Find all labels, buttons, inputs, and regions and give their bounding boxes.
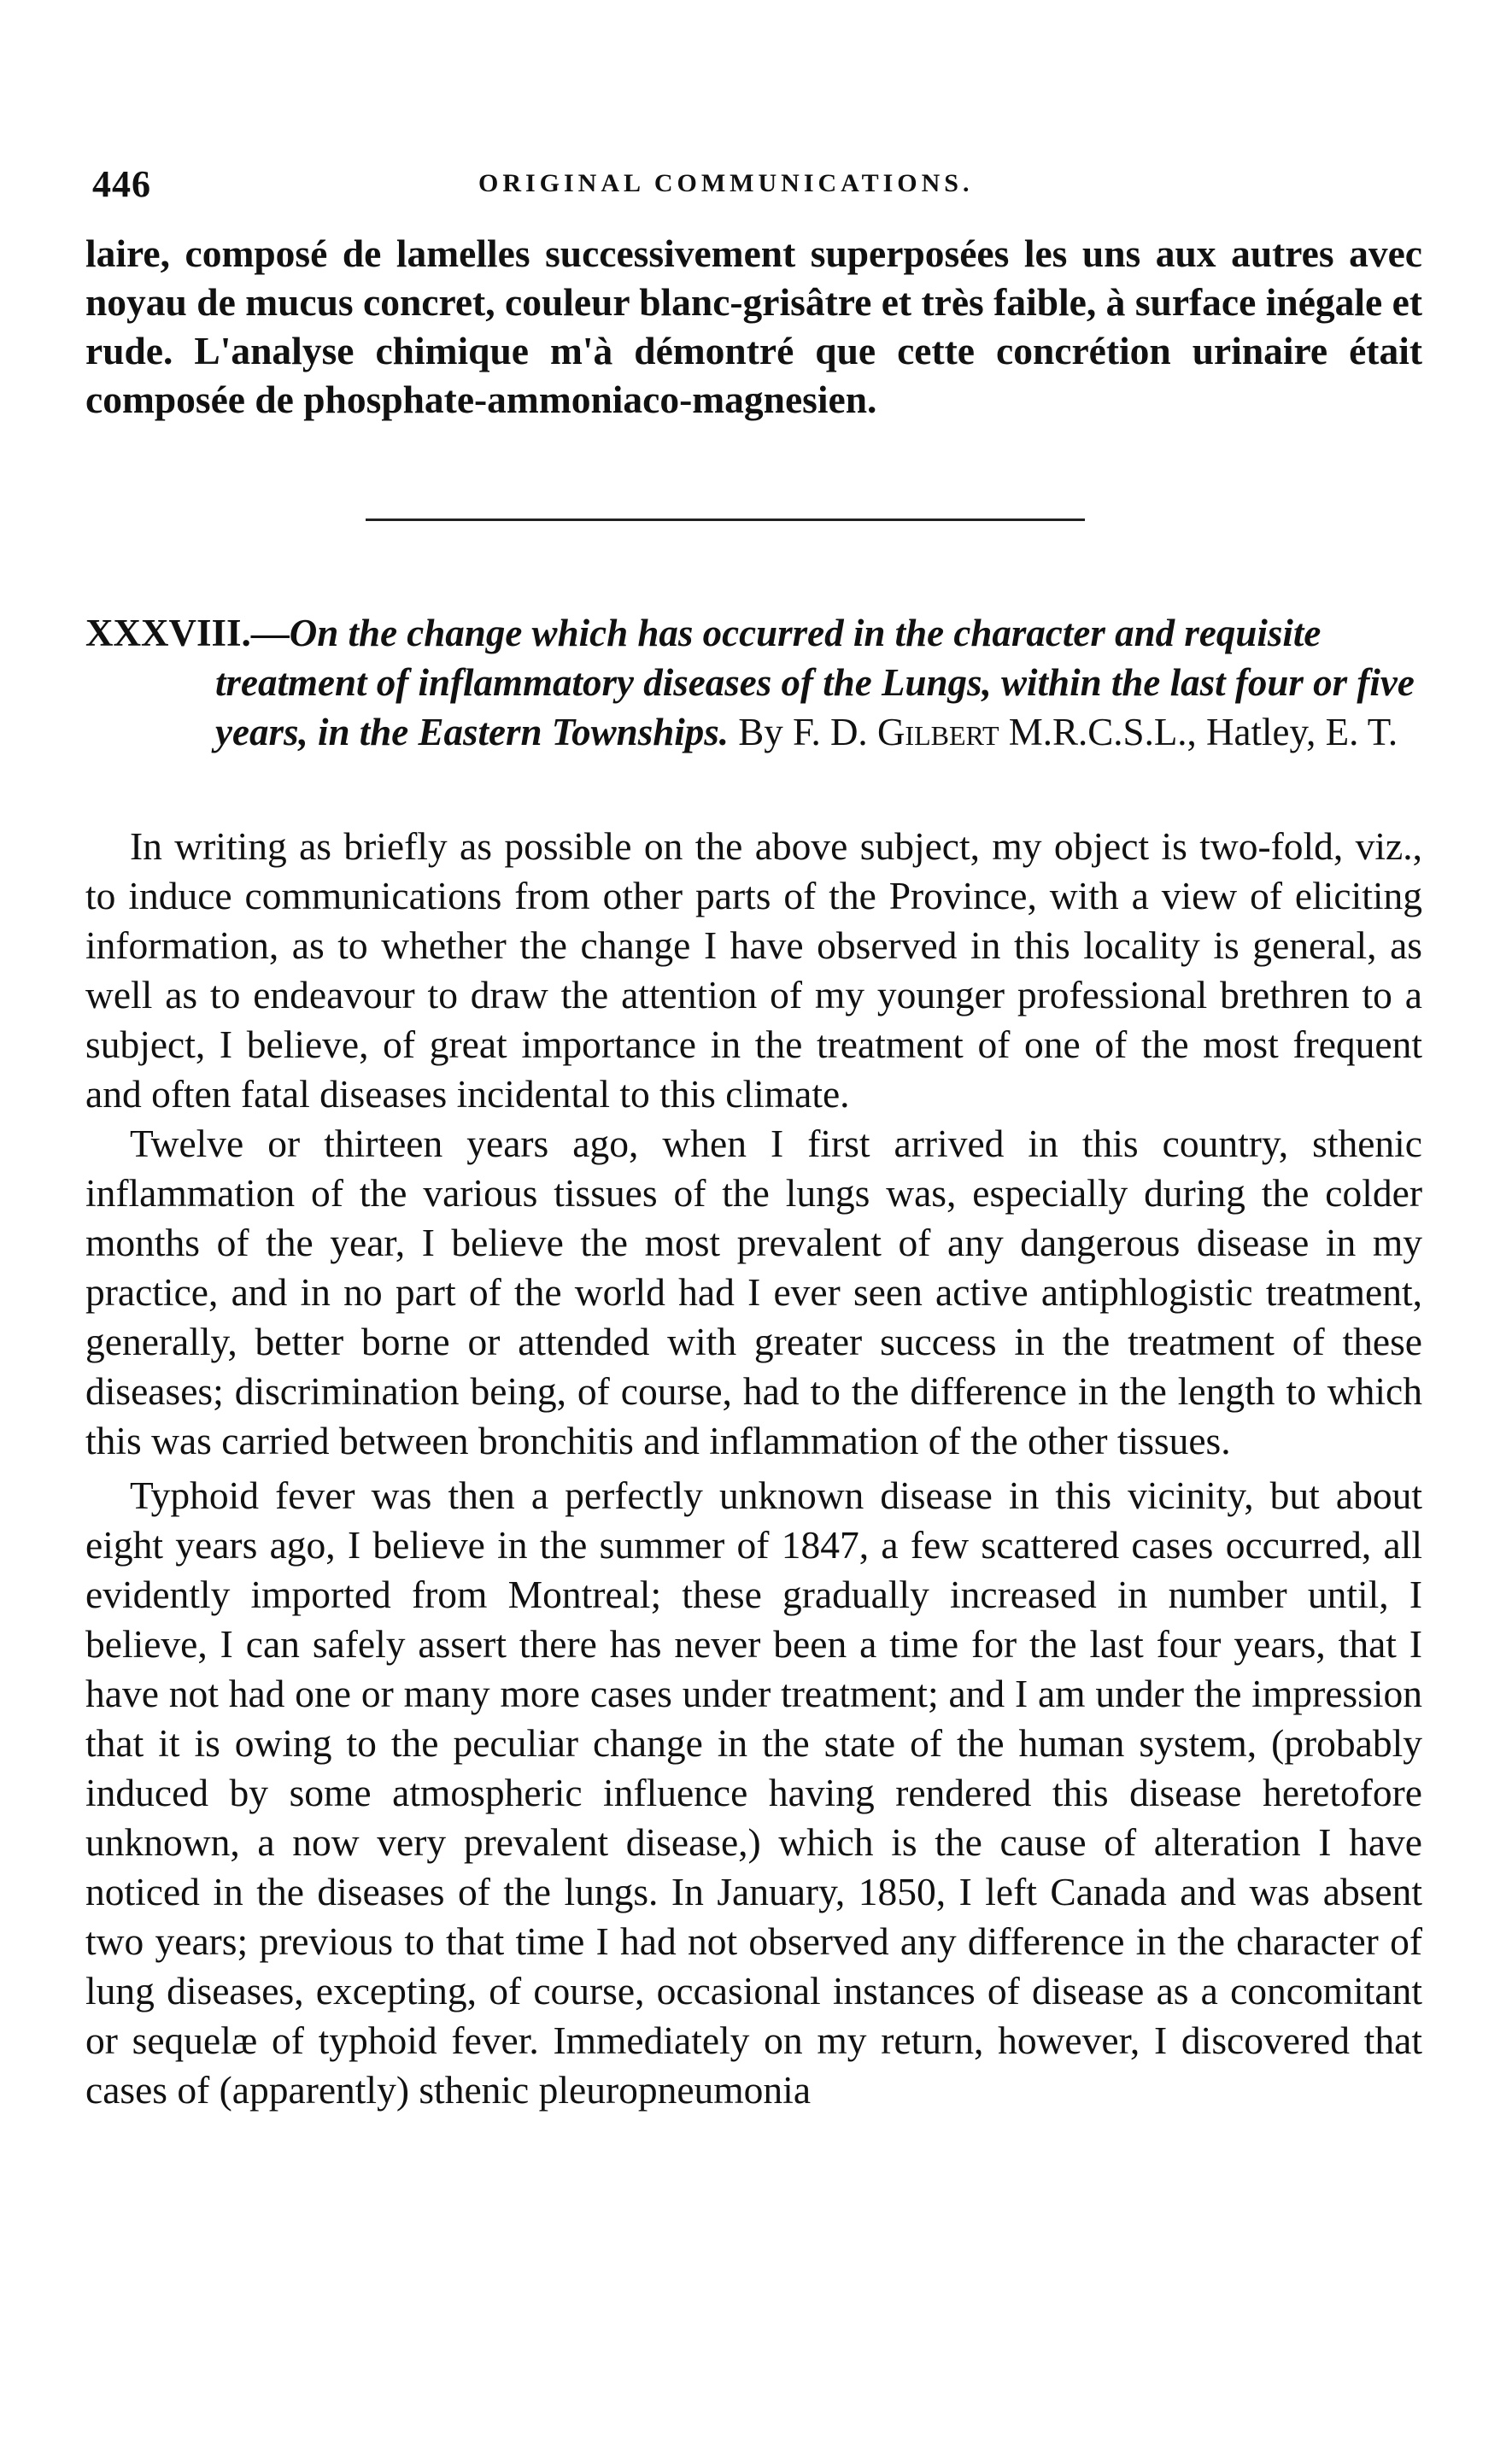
article-title: On the change which has occurred in the character and requisite treatment of inflammatory diseases of the Lungs, within the last four or five years, in the Eastern Townships. [215, 612, 1415, 753]
article-heading [85, 608, 1422, 757]
article-byline [738, 711, 1398, 753]
author-name: Gilbert [876, 711, 999, 753]
byline-prefix: By F. D. [738, 711, 868, 753]
byline-suffix: M.R.C.S.L., Hatley, E. T. [1008, 711, 1398, 753]
body-paragraph: Twelve or thirteen years ago, when I first arrived in this country, sthenic inflammation of the various tissues of the lungs was, especially during the colder months of the year, I believe the most prevalent of any dangerous disease in my practice, and in no part of the world had I ever seen active antiphlogistic treatment, generally, better borne or attended with greater success in the treatment of these diseases; discrimination being, of course, had to the difference in the length to which this was carried between bronchitis and inflammation of the other tissues. [85, 1122, 1422, 1462]
running-head: ORIGINAL COMMUNICATIONS. [478, 169, 974, 197]
section-divider [366, 519, 1085, 521]
page-number: 446 [92, 163, 151, 205]
article-body [85, 822, 1422, 2115]
body-paragraph: In writing as briefly as possible on the above subject, my object is two-fold, viz., to induce communications from other parts of the Province, with a view of eliciting information, as to whether the change I have observed in this locality is general, as well as to endeavour to draw the attention of my younger professional brethren to a subject, I believe, of great importance in the treatment of one of the most frequent and often fatal diseases incidental to this climate. [85, 824, 1422, 1116]
page-header [0, 162, 1512, 214]
article-numeral: XXXVIII.— [85, 612, 290, 654]
continued-paragraph: laire, composé de lamelles successivement superposées les uns aux autres avec noyau de mucus concret, couleur blanc-grisâtre et très faible, à surface inégale et rude. L'analyse chimique m'à démontré que cette concrétion urinaire était composée de phosphate-ammoniaco-magnesien. [85, 231, 1422, 421]
body-paragraph: Typhoid fever was then a perfectly unknown disease in this vicinity, but about eight years ago, I believe in the summer of 1847, a few scattered cases occurred, all evidently imported from Montreal; these gradually increased in number until, I believe, I can safely assert there has never been a time for the last four years, that I have not had one or many more cases under treatment; and I am under the impression that it is owing to the peculiar change in the state of the human system, (probably induced by some atmospheric influence having rendered this disease heretofore unknown, a now very prevalent disease,) which is the cause of alteration I have noticed in the diseases of the lungs. In January, 1850, I left Canada and was absent two years; previous to that time I had not observed any difference in the character of lung diseases, excepting, of course, occasional instances of disease as a concomitant or sequelæ of typhoid fever. Immediately on my return, however, I discovered that cases of (apparently) sthenic pleuropneumonia [85, 1474, 1422, 2112]
article-heading-line [85, 608, 1422, 757]
